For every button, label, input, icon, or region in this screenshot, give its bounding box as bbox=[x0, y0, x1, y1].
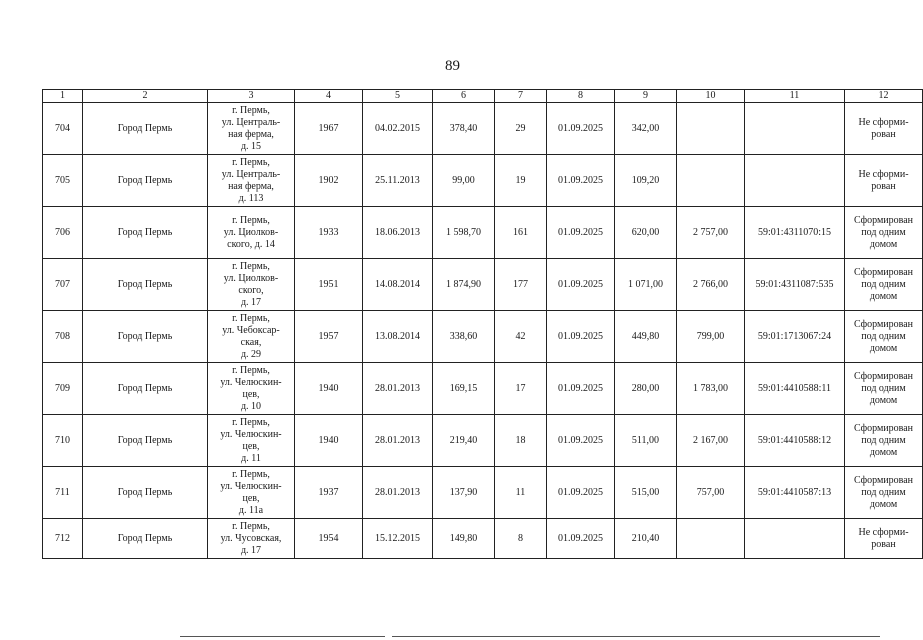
table-cell: 1967 bbox=[295, 103, 363, 155]
table-cell: 14.08.2014 bbox=[363, 259, 433, 311]
table-cell: 17 bbox=[495, 363, 547, 415]
table-cell: 712 bbox=[43, 519, 83, 559]
table-cell: 01.09.2025 bbox=[547, 311, 615, 363]
table-cell: 28.01.2013 bbox=[363, 415, 433, 467]
table-cell: 19 bbox=[495, 155, 547, 207]
table-cell: г. Пермь, ул. Чебоксар- ская, д. 29 bbox=[208, 311, 295, 363]
table-cell: 1940 bbox=[295, 363, 363, 415]
column-header: 11 bbox=[745, 90, 845, 103]
table-cell: 29 bbox=[495, 103, 547, 155]
table-cell: г. Пермь, ул. Челюскин- цев, д. 10 bbox=[208, 363, 295, 415]
table-cell: 01.09.2025 bbox=[547, 207, 615, 259]
table-cell: Город Пермь bbox=[83, 519, 208, 559]
table-cell: 1951 bbox=[295, 259, 363, 311]
table-cell: Город Пермь bbox=[83, 207, 208, 259]
table-cell: Сформирован под одним домом bbox=[845, 259, 923, 311]
table-cell: 704 bbox=[43, 103, 83, 155]
table-cell: 01.09.2025 bbox=[547, 415, 615, 467]
table-row bbox=[43, 207, 923, 259]
table-cell: 59:01:1713067:24 bbox=[745, 311, 845, 363]
table-cell: 59:01:4311070:15 bbox=[745, 207, 845, 259]
table-cell: 1 783,00 bbox=[677, 363, 745, 415]
table-cell bbox=[677, 155, 745, 207]
table-cell: 1954 bbox=[295, 519, 363, 559]
table-cell: 137,90 bbox=[433, 467, 495, 519]
table-cell: 13.08.2014 bbox=[363, 311, 433, 363]
table-cell: 59:01:4410587:13 bbox=[745, 467, 845, 519]
table-cell: г. Пермь, ул. Централь- ная ферма, д. 113 bbox=[208, 155, 295, 207]
column-header: 3 bbox=[208, 90, 295, 103]
table-cell: 620,00 bbox=[615, 207, 677, 259]
table-cell: 25.11.2013 bbox=[363, 155, 433, 207]
table-cell: 709 bbox=[43, 363, 83, 415]
table-cell: 2 766,00 bbox=[677, 259, 745, 311]
table-cell: г. Пермь, ул. Централь- ная ферма, д. 15 bbox=[208, 103, 295, 155]
table-cell: 8 bbox=[495, 519, 547, 559]
table-cell: 1 874,90 bbox=[433, 259, 495, 311]
table-cell: г. Пермь, ул. Челюскин- цев, д. 11 bbox=[208, 415, 295, 467]
table-cell: 169,15 bbox=[433, 363, 495, 415]
table-cell bbox=[745, 519, 845, 559]
table-cell: 01.09.2025 bbox=[547, 467, 615, 519]
table-cell: 18 bbox=[495, 415, 547, 467]
table-cell: 59:01:4311087:535 bbox=[745, 259, 845, 311]
table-cell: 799,00 bbox=[677, 311, 745, 363]
table-cell: Город Пермь bbox=[83, 311, 208, 363]
table-cell: 01.09.2025 bbox=[547, 103, 615, 155]
column-header: 2 bbox=[83, 90, 208, 103]
table-row bbox=[43, 259, 923, 311]
table-cell bbox=[745, 155, 845, 207]
table-cell: 757,00 bbox=[677, 467, 745, 519]
bottom-rule bbox=[392, 636, 880, 637]
table-cell: 210,40 bbox=[615, 519, 677, 559]
table-cell: Сформирован под одним домом bbox=[845, 311, 923, 363]
table-cell: Город Пермь bbox=[83, 103, 208, 155]
table-cell: 18.06.2013 bbox=[363, 207, 433, 259]
column-header: 8 bbox=[547, 90, 615, 103]
table-cell: 449,80 bbox=[615, 311, 677, 363]
column-header: 6 bbox=[433, 90, 495, 103]
table-cell: 219,40 bbox=[433, 415, 495, 467]
table-cell: 1940 bbox=[295, 415, 363, 467]
column-header: 5 bbox=[363, 90, 433, 103]
housing-register-table bbox=[42, 89, 923, 559]
table-cell: 11 bbox=[495, 467, 547, 519]
table-cell: 28.01.2013 bbox=[363, 467, 433, 519]
table-cell: 511,00 bbox=[615, 415, 677, 467]
table-cell: Город Пермь bbox=[83, 467, 208, 519]
table-cell: 1 598,70 bbox=[433, 207, 495, 259]
table-row bbox=[43, 415, 923, 467]
table-cell: Город Пермь bbox=[83, 259, 208, 311]
table-cell: Город Пермь bbox=[83, 415, 208, 467]
table-row bbox=[43, 363, 923, 415]
table-row bbox=[43, 103, 923, 155]
table-cell: 161 bbox=[495, 207, 547, 259]
table-row bbox=[43, 467, 923, 519]
column-header: 9 bbox=[615, 90, 677, 103]
table-cell: Сформирован под одним домом bbox=[845, 207, 923, 259]
header-row bbox=[43, 90, 923, 103]
table-cell: 515,00 bbox=[615, 467, 677, 519]
table-cell: 59:01:4410588:11 bbox=[745, 363, 845, 415]
column-header: 12 bbox=[845, 90, 923, 103]
table-cell bbox=[745, 103, 845, 155]
table-cell: 711 bbox=[43, 467, 83, 519]
table-cell: г. Пермь, ул. Циолков- ского, д. 14 bbox=[208, 207, 295, 259]
page-number: 89 bbox=[445, 58, 460, 74]
table-cell: Не сформи- рован bbox=[845, 155, 923, 207]
table-cell: 1 071,00 bbox=[615, 259, 677, 311]
table-cell: 706 bbox=[43, 207, 83, 259]
table-cell: 708 bbox=[43, 311, 83, 363]
table-cell: Не сформи- рован bbox=[845, 519, 923, 559]
table-cell: 01.09.2025 bbox=[547, 155, 615, 207]
table-cell: 109,20 bbox=[615, 155, 677, 207]
table-cell: 42 bbox=[495, 311, 547, 363]
table-cell bbox=[677, 519, 745, 559]
table-cell: 342,00 bbox=[615, 103, 677, 155]
table-cell: 707 bbox=[43, 259, 83, 311]
table-cell: 710 bbox=[43, 415, 83, 467]
table-cell: 01.09.2025 bbox=[547, 363, 615, 415]
table-cell: 280,00 bbox=[615, 363, 677, 415]
table-row bbox=[43, 519, 923, 559]
table-cell: Сформирован под одним домом bbox=[845, 415, 923, 467]
column-header: 7 bbox=[495, 90, 547, 103]
table-cell: Сформирован под одним домом bbox=[845, 363, 923, 415]
table-cell: 378,40 bbox=[433, 103, 495, 155]
table-cell: 01.09.2025 bbox=[547, 259, 615, 311]
table-cell: 99,00 bbox=[433, 155, 495, 207]
bottom-rule bbox=[180, 636, 385, 637]
table-cell: 15.12.2015 bbox=[363, 519, 433, 559]
table-body bbox=[43, 103, 923, 559]
table-row bbox=[43, 311, 923, 363]
table-cell: Сформирован под одним домом bbox=[845, 467, 923, 519]
table-row bbox=[43, 155, 923, 207]
table-cell: Город Пермь bbox=[83, 363, 208, 415]
table-cell: г. Пермь, ул. Челюскин- цев, д. 11а bbox=[208, 467, 295, 519]
column-header: 1 bbox=[43, 90, 83, 103]
table-cell: 1933 bbox=[295, 207, 363, 259]
table-cell: 1937 bbox=[295, 467, 363, 519]
table-cell: 1902 bbox=[295, 155, 363, 207]
table-cell: 338,60 bbox=[433, 311, 495, 363]
table-cell: 01.09.2025 bbox=[547, 519, 615, 559]
table-cell: Не сформи- рован bbox=[845, 103, 923, 155]
table-cell: 1957 bbox=[295, 311, 363, 363]
table-cell: 59:01:4410588:12 bbox=[745, 415, 845, 467]
column-header: 4 bbox=[295, 90, 363, 103]
table-cell: 2 757,00 bbox=[677, 207, 745, 259]
table-cell: Город Пермь bbox=[83, 155, 208, 207]
column-header: 10 bbox=[677, 90, 745, 103]
table-cell: г. Пермь, ул. Циолков- ского, д. 17 bbox=[208, 259, 295, 311]
table-cell: 04.02.2015 bbox=[363, 103, 433, 155]
table-cell: 149,80 bbox=[433, 519, 495, 559]
table-cell: 177 bbox=[495, 259, 547, 311]
table-cell: 28.01.2013 bbox=[363, 363, 433, 415]
table-cell: 2 167,00 bbox=[677, 415, 745, 467]
table-cell bbox=[677, 103, 745, 155]
table-cell: г. Пермь, ул. Чусовская, д. 17 bbox=[208, 519, 295, 559]
table-cell: 705 bbox=[43, 155, 83, 207]
